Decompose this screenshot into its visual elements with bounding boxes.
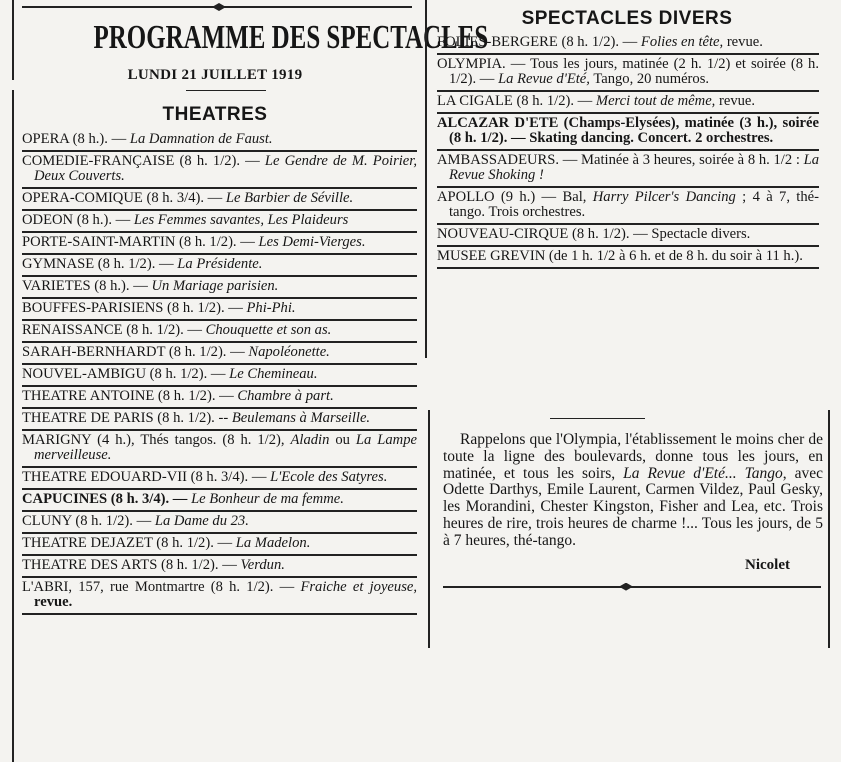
diamond-ornament-icon bbox=[212, 3, 226, 11]
listing-entry bbox=[22, 387, 417, 409]
entry-text: THEATRE DES ARTS (8 h. 1/2). — bbox=[22, 557, 241, 573]
entry-text: MUSEE GREVIN (de 1 h. 1/2 à 6 h. et de 8 h. du soir à 11 h.). bbox=[437, 248, 803, 264]
entry-text: ou bbox=[329, 432, 356, 448]
listing-entry bbox=[437, 225, 819, 247]
title-text: Aladin bbox=[290, 432, 330, 448]
title-text: Beulemans à Marseille. bbox=[231, 410, 371, 426]
title-text: Phi-Phi. bbox=[246, 300, 296, 316]
entry-text: APOLLO (9 h.) — Bal, bbox=[437, 189, 593, 205]
entry-text: COMEDIE-FRANÇAISE (8 h. 1/2). — bbox=[22, 153, 265, 169]
listing-entry bbox=[22, 534, 417, 556]
title-text: La Lampe merveilleuse. bbox=[34, 432, 417, 463]
entry-text: revue. bbox=[715, 93, 756, 109]
entry-text: NOUVEAU-CIRQUE (8 h. 1/2). — Spectacle divers. bbox=[437, 226, 751, 242]
listing-entry bbox=[437, 33, 819, 55]
entry-text: THEATRE EDOUARD-VII (8 h. 3/4). — bbox=[22, 469, 271, 485]
entry-text: revue. bbox=[34, 594, 73, 610]
entry-text: NOUVEL-AMBIGU (8 h. 1/2). — bbox=[22, 366, 230, 382]
entry-text: AMBASSADEURS. — Matinée à 3 heures, soirée à 8 h. 1/2 : bbox=[437, 152, 804, 168]
listing-entry bbox=[22, 277, 417, 299]
entry-text: revue. bbox=[723, 34, 763, 50]
listing-entry bbox=[437, 151, 819, 188]
listing-entry bbox=[22, 321, 417, 343]
olympia-notice bbox=[428, 410, 830, 648]
title-text: Verdun. bbox=[240, 557, 285, 573]
notice-text bbox=[443, 432, 823, 550]
listing-entry bbox=[22, 512, 417, 534]
title-text: La Dame du 23. bbox=[154, 513, 249, 529]
listing-entry bbox=[22, 343, 417, 365]
listing-entry bbox=[437, 247, 819, 269]
title-text: Le Bonheur de ma femme. bbox=[191, 491, 344, 507]
entry-text: THEATRE DEJAZET (8 h. 1/2). — bbox=[22, 535, 236, 551]
entry-text: SARAH-BERNHARDT (8 h. 1/2). — bbox=[22, 344, 249, 360]
title-text: La Revue Shoking ! bbox=[449, 152, 819, 183]
entry-text: ALCAZAR D'ETE (Champs-Elysées), matinée (3 h.), soirée (8 h. 1/2). — Skating dancing. Concert. 2 orchestres. bbox=[437, 115, 819, 146]
title-text: Folies en tête, bbox=[640, 34, 724, 50]
title-text: Un Mariage parisien. bbox=[151, 278, 279, 294]
entry-text: THEATRE DE PARIS (8 h. 1/2). -- bbox=[22, 410, 232, 426]
title-text: Harry Pilcer's Dancing bbox=[592, 189, 736, 205]
section-heading-divers: SPECTACLES DIVERS bbox=[521, 8, 733, 29]
entry-text: FOLIES-BERGERE (8 h. 1/2). — bbox=[437, 34, 641, 50]
listing-entry bbox=[22, 468, 417, 490]
listing-entry bbox=[22, 431, 417, 468]
title-text: Le Chemineau. bbox=[229, 366, 318, 382]
entry-text: , avec Odette Darthys, Emile Laurent, Carmen Vildez, Paul Gesky, les Morandini, Chester Kingston, Fisher and Lea, etc. Trois heures de rire, trois heures de charme !... Tous les jours, de 5 à 7 heures, thé-tango. bbox=[443, 464, 823, 549]
listing-entry bbox=[22, 299, 417, 321]
listing-entry bbox=[22, 490, 417, 512]
listing-entry bbox=[22, 130, 417, 152]
listing-entry bbox=[22, 556, 417, 578]
title-text: La Revue d'Eté, bbox=[498, 71, 590, 87]
listing-entry bbox=[22, 365, 417, 387]
theatres-list bbox=[22, 130, 417, 615]
listing-entry bbox=[437, 92, 819, 114]
entry-text: ; 4 à 7, thé-tango. Trois orchestres. bbox=[449, 189, 819, 220]
page-title-wrap bbox=[22, 18, 489, 58]
entry-text: CLUNY (8 h. 1/2). — bbox=[22, 513, 155, 529]
signature: Nicolet bbox=[745, 556, 790, 573]
theatres-column bbox=[12, 0, 489, 762]
entry-text: L'ABRI, 157, rue Montmartre (8 h. 1/2). — bbox=[22, 579, 301, 595]
title-text: La Damnation de Faust. bbox=[129, 131, 273, 147]
title-text: La Revue d'Eté... Tango bbox=[623, 464, 783, 482]
title-text: La Madelon. bbox=[235, 535, 311, 551]
entry-text: PORTE-SAINT-MARTIN (8 h. 1/2). — bbox=[22, 234, 259, 250]
listing-entry bbox=[22, 211, 417, 233]
entry-text: ODEON (8 h.). — bbox=[22, 212, 134, 228]
diamond-ornament-icon bbox=[619, 583, 633, 591]
title-text: Chambre à part. bbox=[237, 388, 334, 404]
entry-text: MARIGNY (4 h.), Thés tangos. (8 h. 1/2), bbox=[22, 432, 291, 448]
title-text: La Présidente. bbox=[177, 256, 263, 272]
entry-text: OPERA (8 h.). — bbox=[22, 131, 130, 147]
title-text: Chouquette et son as. bbox=[205, 322, 332, 338]
date-line: LUNDI 21 JUILLET 1919 bbox=[127, 67, 303, 83]
listing-entry bbox=[22, 189, 417, 211]
listing-entry bbox=[22, 233, 417, 255]
divers-list bbox=[437, 33, 819, 269]
entry-text: VARIETES (8 h.). — bbox=[22, 278, 152, 294]
listing-entry bbox=[437, 188, 819, 225]
listing-entry bbox=[22, 152, 417, 189]
entry-text: Tango, 20 numéros. bbox=[589, 71, 710, 87]
page-title: PROGRAMME DES SPECTACLES bbox=[93, 19, 489, 56]
entry-text: OLYMPIA. — Tous les jours, matinée (2 h. 1/2) et soirée (8 h. 1/2). — bbox=[437, 56, 819, 87]
title-text: Merci tout de même, bbox=[595, 93, 716, 109]
entry-text: RENAISSANCE (8 h. 1/2). — bbox=[22, 322, 206, 338]
divider bbox=[186, 90, 266, 91]
divider bbox=[550, 418, 645, 419]
title-text: Napoléonette. bbox=[248, 344, 330, 360]
entry-text: OPERA-COMIQUE (8 h. 3/4). — bbox=[22, 190, 226, 206]
listing-entry bbox=[22, 578, 417, 615]
title-text: Le Gendre de M. Poirier, Deux Couverts. bbox=[34, 153, 417, 184]
entry-text: CAPUCINES (8 h. 3/4). — bbox=[22, 491, 192, 507]
divers-column bbox=[425, 0, 827, 358]
listing-entry bbox=[22, 409, 417, 431]
title-text: Les Demi-Vierges. bbox=[258, 234, 366, 250]
section-heading-theatres: THEATRES bbox=[162, 104, 268, 125]
entry-text: Rappelons que l'Olympia, l'établissement le moins cher de toute la ligne des boulevards, donne tous les jours, en matinée, et tous les soirs, bbox=[443, 431, 823, 482]
entry-text: THEATRE ANTOINE (8 h. 1/2). — bbox=[22, 388, 238, 404]
listing-entry bbox=[437, 55, 819, 92]
listing-entry bbox=[22, 255, 417, 277]
entry-text: LA CIGALE (8 h. 1/2). — bbox=[437, 93, 596, 109]
notice-bottom-ornament bbox=[443, 582, 821, 592]
title-text: Fraiche et joyeuse, bbox=[300, 579, 418, 595]
entry-text: GYMNASE (8 h. 1/2). — bbox=[22, 256, 178, 272]
title-text: L'Ecole des Satyres. bbox=[270, 469, 388, 485]
title-text: Le Barbier de Séville. bbox=[225, 190, 354, 206]
title-text: Les Femmes savantes, Les Plaideurs bbox=[133, 212, 349, 228]
listing-entry bbox=[437, 114, 819, 151]
entry-text: BOUFFES-PARISIENS (8 h. 1/2). — bbox=[22, 300, 247, 316]
